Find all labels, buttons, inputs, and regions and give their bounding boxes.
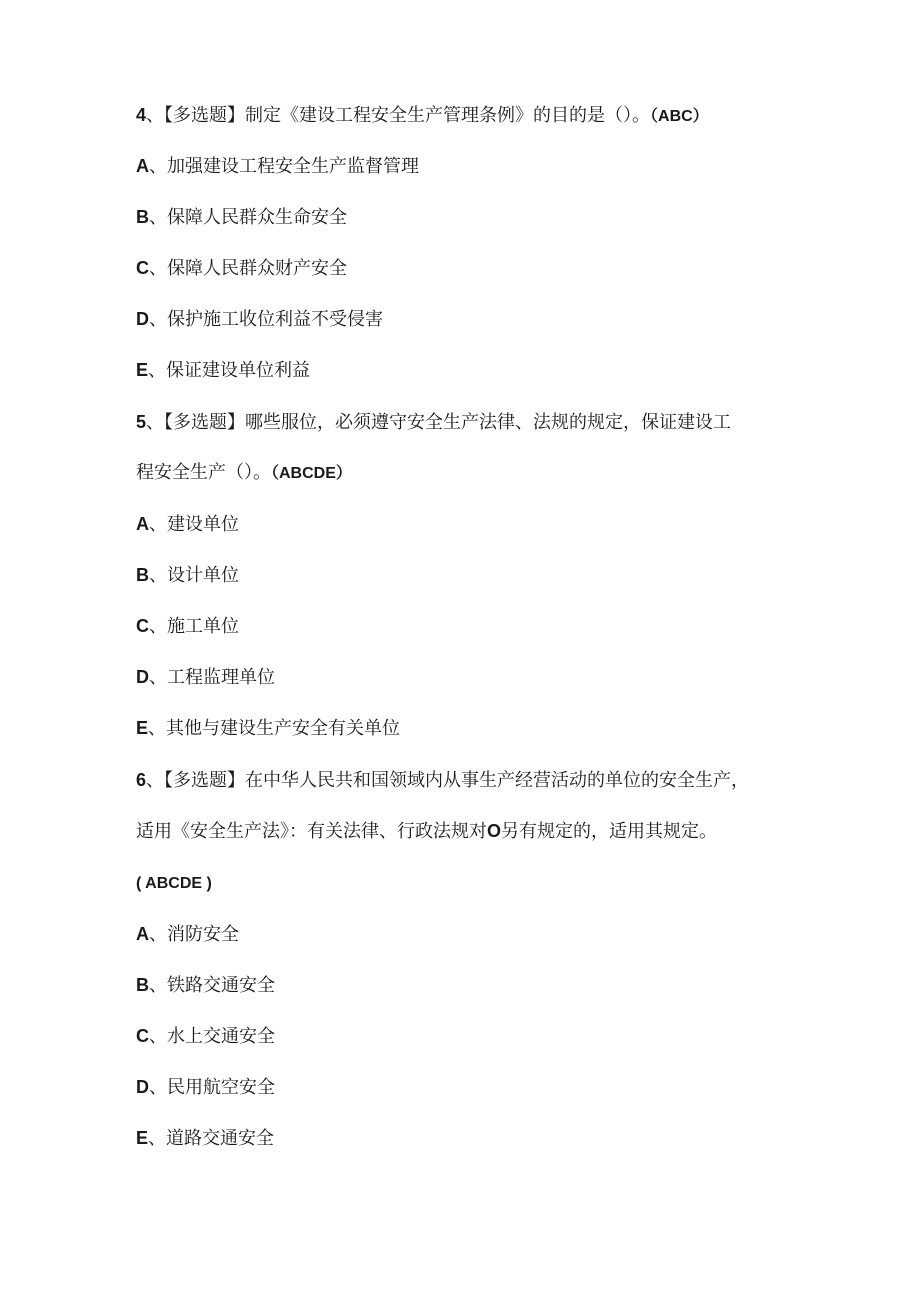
option-letter: A — [136, 924, 149, 944]
option-text: 、保护施工收位利益不受侵害 — [149, 309, 383, 330]
option-c — [136, 614, 239, 639]
option-letter: A — [136, 156, 149, 176]
question-number: 6 — [136, 770, 147, 790]
option-text: 、工程监理单位 — [149, 667, 275, 688]
option-b — [136, 563, 239, 588]
option-text: 、水上交通安全 — [149, 1026, 275, 1047]
answer-key: （ABCDE） — [271, 465, 352, 482]
option-letter: C — [136, 258, 149, 278]
question-text: 程安全生产（）。 — [136, 462, 271, 483]
question-text: 制定《建设工程安全生产管理条例》的目的是（）。 — [245, 105, 651, 126]
answer-key: ( ABCDE ) — [136, 875, 212, 892]
question-5-stem-line2 — [136, 461, 352, 486]
option-a — [136, 512, 239, 537]
option-letter: C — [136, 616, 149, 636]
separator: 、 — [146, 105, 165, 126]
question-text: 哪些服位，必须遵守安全生产法律、法规的规定，保证建设工 — [245, 412, 732, 433]
separator: 、 — [146, 770, 165, 791]
question-type: 【多选题】 — [164, 105, 246, 126]
option-text: 、消防安全 — [149, 924, 239, 945]
option-text: 、建设单位 — [149, 514, 239, 535]
option-text: 、其他与建设生产安全有关单位 — [148, 718, 401, 739]
option-d — [136, 1075, 275, 1100]
option-text: 、铁路交通安全 — [149, 975, 275, 996]
option-b — [136, 973, 275, 998]
question-number: 4 — [136, 105, 147, 125]
option-letter: D — [136, 309, 149, 329]
question-text-placeholder: O — [487, 821, 502, 841]
option-letter: E — [136, 718, 149, 738]
option-letter: C — [136, 1026, 149, 1046]
option-text: 、设计单位 — [149, 565, 239, 586]
option-text: 、加强建设工程安全生产监督管理 — [149, 156, 419, 177]
option-letter: A — [136, 514, 149, 534]
question-6-stem-line2 — [136, 819, 717, 844]
option-c — [136, 256, 347, 281]
option-letter: E — [136, 360, 149, 380]
option-letter: B — [136, 975, 149, 995]
option-d — [136, 307, 383, 332]
option-letter: D — [136, 667, 149, 687]
question-5-stem — [136, 410, 731, 435]
separator: 、 — [146, 412, 165, 433]
option-letter: B — [136, 565, 149, 585]
question-6-answer-line — [136, 871, 212, 896]
option-c — [136, 1024, 275, 1049]
option-text: 、保证建设单位利益 — [148, 360, 311, 381]
option-text: 、保障人民群众生命安全 — [149, 207, 347, 228]
question-type: 【多选题】 — [164, 412, 246, 433]
question-number: 5 — [136, 412, 147, 432]
question-text: 另有规定的，适用其规定。 — [501, 821, 718, 842]
option-text: 、施工单位 — [149, 616, 239, 637]
option-letter: E — [136, 1128, 149, 1148]
question-type: 【多选题】 — [164, 770, 246, 791]
question-text: 适用《安全生产法》：有关法律、行政法规对 — [136, 821, 487, 842]
option-text: 、道路交通安全 — [148, 1128, 275, 1149]
option-letter: D — [136, 1077, 149, 1097]
option-d — [136, 665, 275, 690]
answer-key: （ABC） — [650, 108, 709, 125]
option-e — [136, 358, 310, 383]
option-text: 、保障人民群众财产安全 — [149, 258, 347, 279]
question-4-stem — [136, 103, 709, 129]
option-text: 、民用航空安全 — [149, 1077, 275, 1098]
option-a — [136, 154, 419, 179]
option-letter: B — [136, 207, 149, 227]
option-a — [136, 922, 239, 947]
option-b — [136, 205, 347, 230]
option-e — [136, 716, 400, 741]
question-6-stem — [136, 768, 749, 793]
question-text: 在中华人民共和国领域内从事生产经营活动的单位的安全生产， — [245, 770, 750, 791]
option-e — [136, 1126, 274, 1151]
